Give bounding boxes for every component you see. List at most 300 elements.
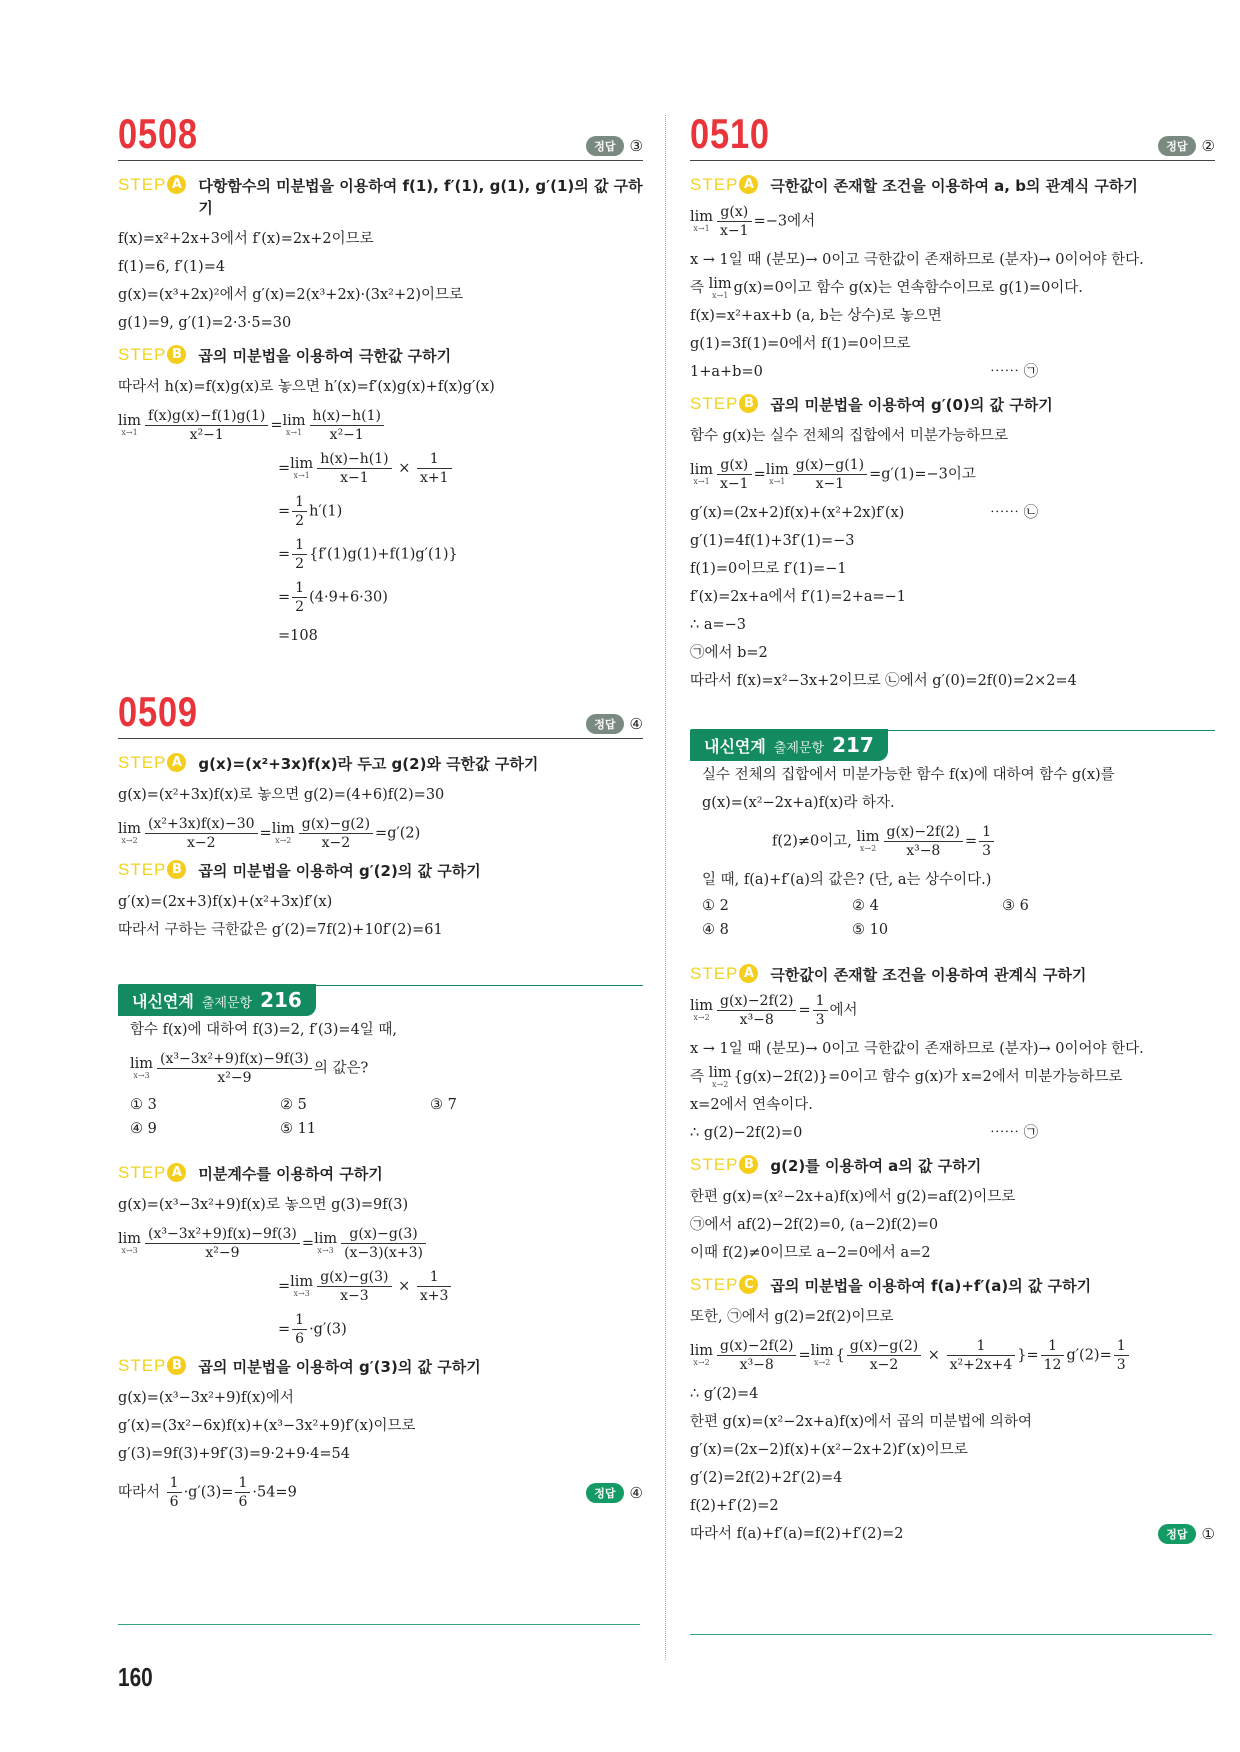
math-text: g′(x)=(2x+3)f(x)+(x²+3x)f′(x) [118,894,333,910]
solution-line [690,1091,1215,1119]
right-column [690,112,1215,1548]
equation-marker: ⋯⋯ ㉡ [990,505,1039,521]
solution-line [690,1303,1215,1331]
fraction-denominator: 3 [815,1012,825,1028]
solution-line [118,888,643,916]
lim-subscript: x→1 [693,477,710,486]
answer-value: ① [1201,1525,1215,1543]
step-label: STEP [690,1155,739,1174]
step-letter-icon: B [739,394,758,413]
solution-line [118,493,643,530]
choice: ③ 6 [1002,898,1029,914]
step-heading [118,753,643,775]
math-text: g(x)=(x³−3x²+9)f(x)에서 [118,1390,294,1406]
math-text: 의 값은? [313,1060,369,1077]
bottom-rule-right [690,1634,1212,1635]
step-title: g(x)=(x²+3x)f(x)라 두고 g(2)와 극한값 구하기 [198,755,539,773]
answer-indicator [586,1483,643,1503]
solution-line [118,281,643,309]
fraction-denominator: x−1 [815,476,845,492]
lim-subscript: x→2 [693,1013,710,1022]
solution-line [690,1436,1215,1464]
fraction-numerator: h(x)−h(1) [317,450,391,469]
fraction-numerator: h(x)−h(1) [310,407,384,426]
box-rule [316,985,643,986]
lim-word: lim [314,1231,338,1247]
fraction [793,456,867,493]
fraction [292,579,307,616]
solution-line [130,1050,643,1087]
answer-choices [130,1093,643,1141]
solution-line [118,1412,643,1440]
math-text: ∴ g(2)−2f(2)=0 [690,1125,803,1141]
lim-subscript: x→2 [859,844,877,853]
solution-line [690,639,1215,667]
box-subtitle: 출제문항 [201,996,253,1011]
math-text: f(2)+f′(2)=2 [690,1498,779,1514]
step-label: STEP [118,753,167,772]
step-title: g(2)를 이용하여 a의 값 구하기 [770,1157,982,1175]
solution-line [118,1384,643,1412]
fraction-denominator: x+1 [419,470,449,486]
step-heading [118,175,643,219]
step-letter-icon: B [167,1356,186,1375]
lim-word: lim [690,1343,714,1359]
math-text: ∴ g′(2)=4 [690,1386,759,1402]
problem-number: 0508 [118,110,198,157]
solution-line [130,1016,643,1044]
step-letter-icon: A [167,1163,186,1182]
choice: ② 4 [852,898,879,914]
limit-operator [118,1232,141,1255]
math-text: 따라서 [118,1484,165,1501]
lim-subscript: x→2 [693,1358,710,1367]
answer-value: ④ [629,715,643,733]
math-text: g′(x)=(2x+2)f(x)+(x²+2x)f′(x) [690,505,905,521]
lim-subscript: x→1 [285,428,303,437]
limit-operator [690,999,713,1022]
answer-indicator [586,714,643,734]
limit-operator [314,1232,337,1255]
problem-number: 0510 [690,110,770,157]
fraction-numerator: 1 [417,1268,452,1287]
lim-subscript: x→3 [293,1289,310,1298]
step-title: 곱의 미분법을 이용하여 극한값 구하기 [198,347,452,365]
solution-line [118,407,643,444]
step-heading [690,394,1215,416]
math-text: 이때 f(2)≠0이므로 a−2=0에서 a=2 [690,1245,931,1261]
choice: ④ 9 [130,1121,157,1137]
solution-line [690,1119,1215,1147]
math-text: 따라서 h(x)=f(x)g(x)로 놓으면 h′(x)=f′(x)g(x)+f(x)g′(x) [118,379,495,395]
solution-line [118,253,643,281]
answer-badge: 정답 [1158,1524,1195,1544]
math-text: g(x)=0이고 함수 g(x)는 연속함수이므로 g(1)=0이다. [733,280,1083,296]
step-label: STEP [690,394,739,413]
fraction-numerator: g(x)−g(2) [299,815,373,834]
answer-badge: 정답 [586,1483,623,1503]
step-label: STEP [690,1275,739,1294]
problem-header [690,112,1215,161]
solution-line [118,373,643,401]
step-letter-icon: A [167,753,186,772]
math-text: = [278,1321,291,1338]
solution-line [118,1268,643,1305]
solution-line [118,309,643,337]
equation-marker: ⋯⋯ ㉠ [990,364,1039,380]
math-text: { [835,1347,845,1364]
solution-line [702,789,1215,817]
math-text: ∴ a=−3 [690,617,747,633]
math-text: 에서 [829,1002,858,1019]
fraction [317,450,391,487]
math-text: g(1)=3f(1)=0에서 f(1)=0이므로 [690,336,911,352]
fraction [417,1268,452,1305]
limit-operator [811,1344,834,1367]
limit-operator [118,414,141,437]
fraction-denominator: 6 [169,1494,179,1510]
problem-header [118,112,643,161]
lim-subscript: x→2 [275,836,292,845]
math-text: g(x)=(x³+2x)²에서 g′(x)=2(x³+2x)·(3x²+2)이므로 [118,287,464,303]
fraction-denominator: 12 [1043,1357,1062,1373]
fraction-numerator: g(x)−2f(2) [884,823,963,842]
step-heading [690,964,1215,986]
math-text: h′(1) [309,503,343,520]
math-text: 일 때, f(a)+f′(a)의 값은? (단, a는 상수이다.) [702,872,992,888]
fraction-numerator: 1 [979,823,994,842]
step-label: STEP [690,175,739,194]
solution-line [690,422,1215,450]
answer-choices [702,894,1215,942]
solution-line [690,1492,1215,1520]
fraction-denominator: x³−8 [739,1357,774,1373]
box-title-tab [118,984,316,1016]
math-text: f(1)=0이므로 f′(1)=−1 [690,561,847,577]
math-text: g(x)=(x³−3x²+9)f(x)로 놓으면 g(3)=9f(3) [118,1197,409,1213]
fraction-numerator: f(x)g(x)−f(1)g(1) [145,407,268,426]
fraction [417,450,452,487]
step-title: 극한값이 존재할 조건을 이용하여 관계식 구하기 [770,966,1087,984]
math-text: × [923,1347,945,1364]
fraction-numerator: g(x)−g(2) [847,1337,921,1356]
math-text: 즉 [690,1069,709,1085]
solution-line [118,781,643,809]
fraction [167,1474,182,1511]
lim-subscript: x→1 [293,471,310,480]
fraction-numerator: 1 [1114,1337,1129,1356]
solution-line [690,1063,1215,1091]
fraction-numerator: 1 [167,1474,182,1493]
fraction [1114,1337,1129,1374]
fraction-denominator: x−2 [187,835,216,851]
math-text: ·g′(3) [309,1321,347,1338]
solution-line [690,499,1215,527]
fraction [310,407,384,444]
fraction-numerator: g(x)−g(3) [317,1268,391,1287]
solution-line [690,992,1215,1029]
lim-subscript: x→2 [711,1079,729,1089]
solution-line [702,761,1215,789]
solution-line [690,1211,1215,1239]
box-solution [118,1163,643,1517]
fraction-denominator: 2 [295,556,305,572]
math-text: 따라서 구하는 극한값은 g′(2)=7f(2)+10f′(2)=61 [118,922,443,938]
math-text: 따라서 f(a)+f′(a)=f(2)+f′(2)=2 [690,1526,904,1542]
lim-word: lim [271,821,295,837]
math-text: (4·9+6·30) [309,589,388,606]
fraction-denominator: x³−8 [906,843,941,859]
math-text: = [278,503,291,520]
limit-operator [272,822,295,845]
step-label: STEP [118,345,167,364]
solution-line [118,579,643,616]
math-text: =g′(1)=−3이고 [869,466,976,483]
problem-number: 0509 [118,688,198,735]
step-label: STEP [690,964,739,983]
lim-word: lim [690,209,714,225]
lim-subscript: x→1 [711,290,729,300]
fraction [145,407,268,444]
problem-solution [690,112,1215,695]
step-title: 곱의 미분법을 이용하여 g′(0)의 값 구하기 [770,396,1053,414]
fraction [235,1474,250,1511]
solution-line [690,1337,1215,1374]
math-text: 한편 g(x)=(x²−2x+a)f(x)에서 곱의 미분법에 의하여 [690,1414,1032,1430]
math-text: x=2에서 연속이다. [690,1097,813,1113]
fraction [145,815,258,852]
fraction-numerator: g(x)−2f(2) [717,1337,796,1356]
math-text: 함수 g(x)는 실수 전체의 집합에서 미분가능하므로 [690,428,1008,444]
math-text: =g′(2) [375,825,421,842]
fraction-numerator: (x²+3x)f(x)−30 [145,815,258,834]
fraction-denominator: x+3 [419,1288,449,1304]
answer-indicator [1158,1524,1215,1544]
fraction-denominator: 3 [982,843,992,859]
solution-line [118,1191,643,1219]
fraction-numerator: 1 [947,1337,1016,1356]
fraction-numerator: g(x) [717,456,752,475]
fraction [157,1050,312,1087]
step-title: 극한값이 존재할 조건을 이용하여 a, b의 관계식 구하기 [770,177,1138,195]
math-text: {f′(1)g(1)+f(1)g′(1)} [309,546,458,563]
lim-word: lim [708,1064,732,1081]
final-answer-row [690,1520,1215,1548]
math-text: = [278,1278,291,1295]
lim-subscript: x→3 [317,1246,334,1255]
step-letter-icon: A [739,175,758,194]
answer-badge: 정답 [586,136,623,156]
lim-word: lim [856,829,880,845]
limit-operator [857,830,880,853]
choice: ⑤ 11 [280,1121,317,1137]
answer-value: ④ [629,1483,643,1502]
step-heading [690,1155,1215,1177]
math-text: = [259,825,272,842]
box-solution [690,964,1215,1548]
problem-header [118,690,643,739]
lim-word: lim [282,413,306,429]
fraction [292,493,307,530]
math-text: 따라서 f(x)=x²−3x+2이므로 ㉡에서 g′(0)=2f(0)=2×2=4 [690,673,1077,689]
limit-operator [709,277,732,300]
fraction-numerator: g(x)−g(1) [793,456,867,475]
fraction [947,1337,1016,1374]
step-label: STEP [118,1356,167,1375]
box-number: 216 [260,988,302,1012]
lim-subscript: x→1 [121,428,138,437]
lim-subscript: x→2 [813,1358,831,1367]
math-text: 또한, ㉠에서 g(2)=2f(2)이므로 [690,1309,894,1325]
math-text: = [270,417,283,434]
fraction [299,815,373,852]
solution-line [118,916,643,944]
fraction-numerator: 1 [417,450,452,469]
fraction-denominator: x²+2x+4 [949,1357,1013,1373]
step-letter-icon: B [167,345,186,364]
solution-line [690,203,1215,240]
step-heading [118,345,643,367]
solution-line [690,1239,1215,1267]
fraction [292,536,307,573]
solution-line [690,611,1215,639]
limit-operator [290,1275,313,1298]
solution-line [118,815,643,852]
math-text: 한편 g(x)=(x²−2x+a)f(x)에서 g(2)=af(2)이므로 [690,1189,1016,1205]
fraction-denominator: x²−1 [189,427,224,443]
math-text: 1+a+b=0 [690,364,763,380]
solution-line [690,527,1215,555]
step-title: 곱의 미분법을 이용하여 f(a)+f′(a)의 값 구하기 [770,1277,1092,1295]
math-text: = [278,589,291,606]
question-body [690,761,1215,942]
math-text: × [393,460,415,477]
fraction [717,203,752,240]
math-text: = [798,1347,811,1364]
solution-line [118,536,643,573]
fraction-denominator: 2 [295,513,305,529]
math-text: x → 1일 때 (분모)→ 0이고 극한값이 존재하므로 (분자)→ 0이어야 한다. [690,252,1144,268]
box-title-tab [690,729,888,761]
solution-line [118,1311,643,1348]
math-text: ㉠에서 b=2 [690,645,768,661]
fraction [717,992,796,1029]
step-title: 곱의 미분법을 이용하여 g′(3)의 값 구하기 [198,1358,481,1376]
lim-word: lim [708,275,732,292]
fraction-denominator: x−2 [321,835,351,851]
fraction-denominator: 3 [1116,1357,1126,1373]
math-text: {g(x)−2f(2)}=0이고 함수 g(x)가 x=2에서 미분가능하므로 [733,1069,1123,1085]
math-text: g(x)=(x²−2x+a)f(x)라 하자. [702,795,895,811]
solution-line [690,246,1215,274]
step-title: 다항함수의 미분법을 이용하여 f(1), f′(1), g(1), g′(1)의 값 구하기 [198,177,643,217]
math-text: 함수 f(x)에 대하여 f(3)=2, f′(3)=4일 때, [130,1022,398,1038]
step-label: STEP [118,1163,167,1182]
solution-line [118,622,643,650]
left-column [118,112,643,1517]
lim-word: lim [118,1231,142,1247]
math-text: = [301,1235,315,1252]
fraction-denominator: x²−9 [217,1070,252,1086]
answer-indicator [586,136,643,156]
step-heading [690,1275,1215,1297]
step-label: STEP [118,175,167,194]
lim-word: lim [290,1274,314,1290]
limit-operator [690,463,713,486]
fraction-numerator: 1 [292,493,307,512]
math-text: =−3에서 [753,213,816,230]
limit-operator [766,463,789,486]
step-heading [118,1163,643,1185]
fraction-denominator: x³−8 [739,1012,774,1028]
math-text: f′(x)=2x+a에서 f′(1)=2+a=−1 [690,589,907,605]
math-text: = [798,1002,811,1019]
math-text: g(1)=9, g′(1)=2·3·5=30 [118,315,292,331]
limit-operator [283,414,306,437]
bottom-rule-left [118,1624,640,1625]
limit-operator [130,1057,153,1080]
step-letter-icon: C [739,1275,758,1294]
fraction-denominator: 2 [295,599,305,615]
math-text: × [393,1278,415,1295]
solution-line [690,1408,1215,1436]
solution-line [118,1474,297,1511]
fraction-denominator: x²−1 [329,427,364,443]
step-letter-icon: B [167,860,186,879]
fraction [292,1311,307,1348]
lim-subscript: x→3 [133,1071,150,1080]
solution-line [690,555,1215,583]
math-text: 즉 [690,280,709,296]
lim-word: lim [290,456,314,472]
fraction-numerator: g(x)−2f(2) [717,992,796,1011]
solution-line [690,1380,1215,1408]
choice: ⑤ 10 [852,922,889,938]
solution-line [690,302,1215,330]
step-letter-icon: A [167,175,186,194]
fraction-denominator: 6 [295,1331,305,1347]
solution-line [118,450,643,487]
answer-value: ③ [629,137,643,155]
fraction-denominator: x−1 [340,470,369,486]
choice: ③ 7 [430,1097,457,1113]
solution-line [118,225,643,253]
step-title: 곱의 미분법을 이용하여 g′(2)의 값 구하기 [198,862,481,880]
solution-line [118,1440,643,1468]
solution-line [690,1035,1215,1063]
problem-solution [118,690,643,944]
fraction-numerator: (x³−3x²+9)f(x)−9f(3) [157,1050,312,1069]
lim-subscript: x→3 [121,1246,138,1255]
math-text: = [753,466,766,483]
box-rule [888,730,1215,731]
limit-operator [690,210,713,233]
fraction [884,823,963,860]
math-text: g′(x)=(3x²−6x)f(x)+(x³−3x²+9)f′(x)이므로 [118,1418,416,1434]
step-letter-icon: A [739,964,758,983]
final-answer-row [118,1468,643,1517]
lim-subscript: x→1 [693,224,710,233]
linked-problem-box [118,984,643,1517]
answer-badge: 정답 [586,714,623,734]
answer-badge: 정답 [1158,136,1195,156]
math-text: }= [1017,1347,1039,1364]
fraction [979,823,994,860]
fraction [341,1225,426,1262]
solution-line [690,358,1215,386]
solution-line [702,823,1215,860]
lim-word: lim [118,413,142,429]
